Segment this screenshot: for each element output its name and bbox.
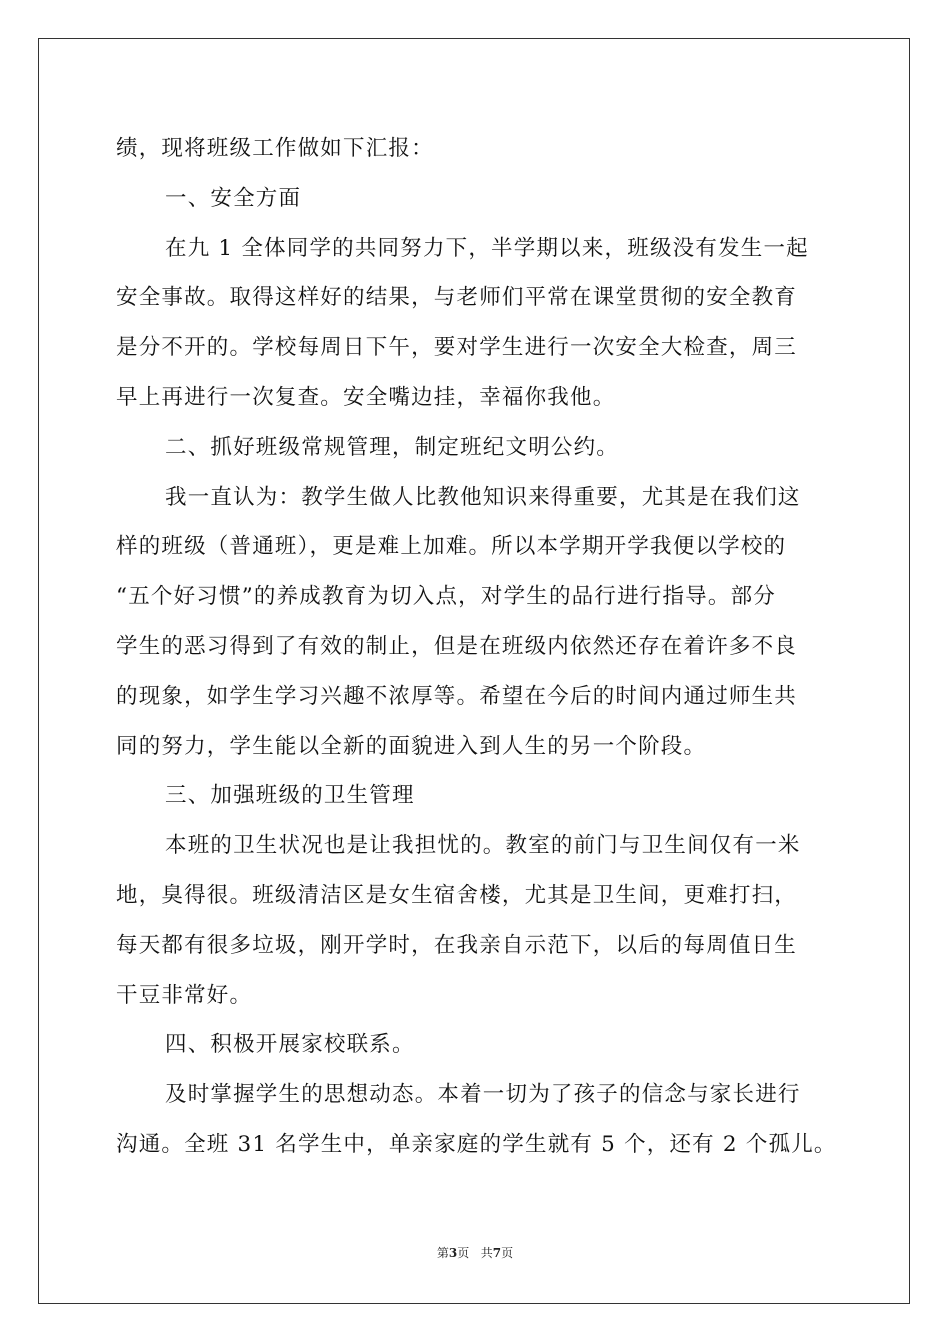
paragraph-line: 安全事故。取得这样好的结果，与老师们平常在课堂贯彻的安全教育: [116, 285, 798, 311]
section-heading: 四、积极开展家校联系。: [165, 1032, 415, 1058]
paragraph-line: 学生的恶习得到了有效的制止，但是在班级内依然还存在着许多不良: [116, 633, 798, 659]
paragraph-line: 沟通。全班 31 名学生中，单亲家庭的学生就有 5 个，还有 2 个孤儿。: [116, 1131, 837, 1157]
total-prefix: 共: [480, 1246, 493, 1260]
section-heading: 二、抓好班级常规管理，制定班纪文明公约。: [165, 434, 620, 460]
document-body: [116, 124, 836, 1170]
section-heading: 一、安全方面: [165, 185, 302, 211]
paragraph-line: 地，臭得很。班级清洁区是女生宿舍楼，尤其是卫生间，更难打扫，: [116, 882, 798, 908]
paragraph-line: 早上再进行一次复查。安全嘴边挂，幸福你我他。: [116, 384, 616, 410]
paragraph-line: 绩，现将班级工作做如下汇报：: [116, 136, 434, 161]
total-pages: 7: [492, 1246, 502, 1260]
paragraph-line: 及时掌握学生的思想动态。本着一切为了孩子的信念与家长进行: [165, 1082, 801, 1108]
paragraph-line: “五个好习惯”的养成教育为切入点，对学生的品行进行指导。部分: [116, 584, 776, 610]
paragraph-line: 样的班级（普通班），更是难上加难。所以本学期开学我便以学校的: [116, 534, 787, 560]
page-prefix: 第: [436, 1246, 449, 1260]
page-suffix: 页: [457, 1246, 470, 1260]
section-heading: 三、加强班级的卫生管理: [165, 783, 415, 809]
page-footer: [0, 1244, 950, 1261]
paragraph-line: 我一直认为：教学生做人比教他知识来得重要，尤其是在我们这: [165, 484, 801, 510]
paragraph-line: 每天都有很多垃圾，刚开学时，在我亲自示范下，以后的每周值日生: [116, 932, 798, 958]
paragraph-line: 同的努力，学生能以全新的面貌进入到人生的另一个阶段。: [116, 733, 707, 759]
paragraph-line: 干豆非常好。: [116, 982, 253, 1008]
paragraph-line: 在九 1 全体同学的共同努力下，半学期以来，班级没有发生一起: [165, 235, 809, 261]
page-number: 3: [448, 1246, 458, 1260]
paragraph-line: 本班的卫生状况也是让我担忧的。教室的前门与卫生间仅有一米: [165, 833, 801, 859]
paragraph-line: 是分不开的。学校每周日下午，要对学生进行一次安全大检查，周三: [116, 335, 798, 361]
paragraph-line: 的现象，如学生学习兴趣不浓厚等。希望在今后的时间内通过师生共: [116, 683, 798, 709]
total-suffix: 页: [501, 1246, 514, 1260]
